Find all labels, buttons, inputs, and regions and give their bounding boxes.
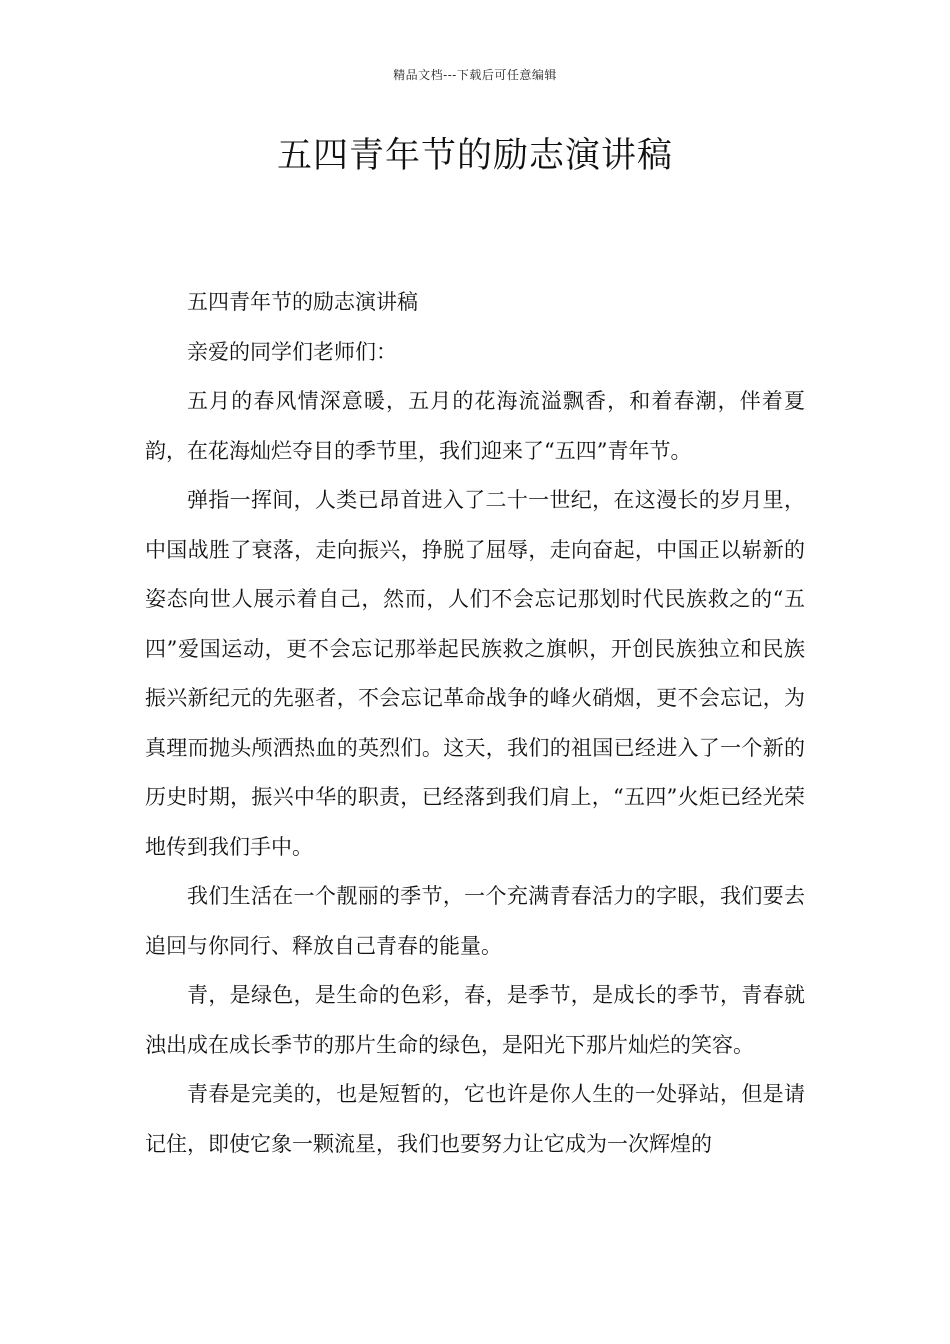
paragraph: 我们生活在一个靓丽的季节，一个充满青春活力的字眼，我们要去追回与你同行、释放自己青春的能量。: [145, 884, 805, 958]
header-note: 精品文档---下载后可任意编辑: [393, 68, 557, 82]
paragraph: 青，是绿色，是生命的色彩，春，是季节，是成长的季节，青春就浊出成在成长季节的那片生命的绿色，是阳光下那片灿烂的笑容。: [145, 983, 805, 1057]
paragraph: 青春是完美的，也是短暂的，它也许是你人生的一处驿站，但是请记住，即使它象一颗流星，我们也要努力让它成为一次辉煌的: [145, 1082, 805, 1156]
document-title: 五四青年节的励志演讲稿: [276, 136, 673, 176]
paragraph-subtitle: 五四青年节的励志演讲稿: [187, 290, 418, 314]
document-body: [145, 278, 805, 1169]
paragraph: 弹指一挥间，人类已昂首进入了二十一世纪，在这漫长的岁月里，中国战胜了衰落，走向振兴，挣脱了屈辱，走向奋起，中国正以崭新的姿态向世人展示着自己，然而，人们不会忘记那划时代民族救之的“五四”爱国运动，更不会忘记那举起民族救之旗帜，开创民族独立和民族振兴新纪元的先驱者，不会忘记革命战争的峰火硝烟，更不会忘记，为真理而抛头颅洒热血的英烈们。这天，我们的祖国已经进入了一个新的历史时期，振兴中华的职责，已经落到我们肩上，“五四”火炬已经光荣地传到我们手中。: [145, 488, 805, 859]
paragraph: 五月的春风情深意暖，五月的花海流溢飘香，和着春潮，伴着夏韵，在花海灿烂夺目的季节里，我们迎来了“五四”青年节。: [145, 389, 805, 463]
paragraph-salutation: 亲爱的同学们老师们：: [187, 339, 397, 364]
